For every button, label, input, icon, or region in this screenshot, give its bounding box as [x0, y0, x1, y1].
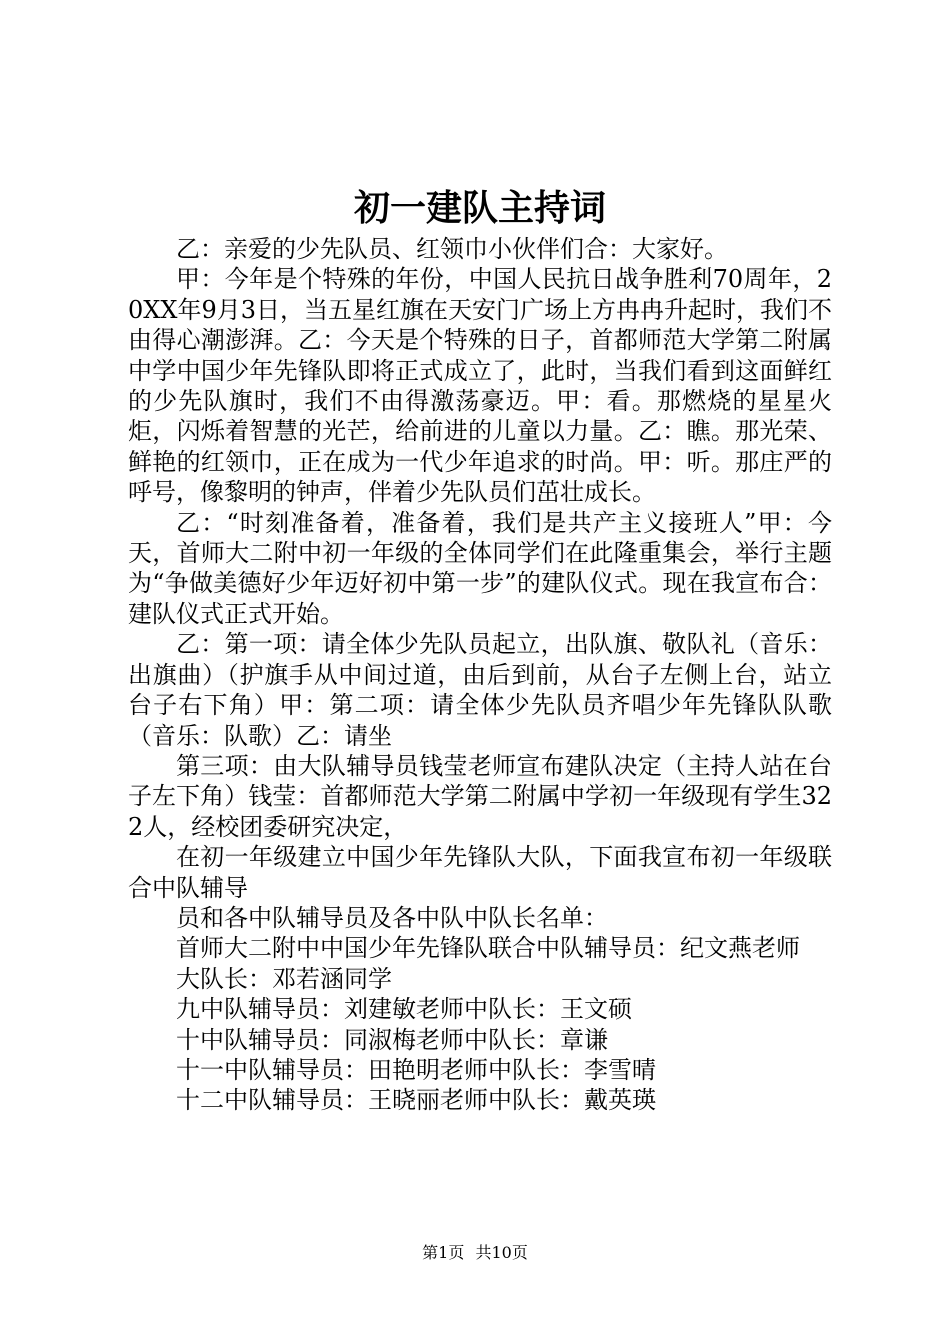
page-total: 共10页: [475, 1243, 528, 1262]
document-body: [128, 234, 832, 1116]
document-page: [128, 0, 832, 1344]
paragraph-list-intro: 员和各中队辅导员及各中队中队长名单：: [176, 903, 608, 932]
paragraph-opening: 甲：今年是个特殊的年份，中国人民抗日战争胜利70周年，20XX年9月3日，当五星红旗在天安门广场上方冉冉升起时，我们不由得心潮澎湃。乙：今天是个特殊的日子，首都师范大学第二附属中学中国少年先锋队即将正式成立了，此时，当我们看到这面鲜红的少先队旗时，我们不由得激荡豪迈。甲：看。那燃烧的星星火炬，闪烁着智慧的光芒，给前进的儿童以力量。乙：瞧。那光荣、鲜艳的红领巾，正在成为一代少年追求的时尚。甲：听。那庄严的呼号，像黎明的钟声，伴着少先队员们茁壮成长。: [128, 265, 832, 507]
paragraph-greeting: 乙：亲爱的少先队员、红领巾小伙伴们合：大家好。: [176, 235, 728, 263]
paragraph-squad-twelve: 十二中队辅导员：王晓丽老师中队长：戴英瑛: [176, 1086, 656, 1115]
paragraph-establish: 在初一年级建立中国少年先锋队大队，下面我宣布初一年级联合中队辅导: [128, 843, 832, 902]
page-footer: [0, 1243, 950, 1263]
paragraph-joint-counselor: 首师大二附中中国少年先锋队联合中队辅导员：纪文燕老师: [176, 934, 800, 963]
paragraph-squad-eleven: 十一中队辅导员：田艳明老师中队长：李雪晴: [176, 1055, 656, 1084]
page-number: 第1页: [422, 1243, 465, 1262]
paragraph-item-one-two: 乙：第一项：请全体少先队员起立，出队旗、敬队礼（音乐：出旗曲）（护旗手从中间过道，由后到前，从台子左侧上台，站立台子右下角）甲：第二项：请全体少先队员齐唱少年先锋队队歌（音乐：队歌）乙：请坐: [128, 630, 832, 750]
document-title: 初一建队主持词: [353, 187, 606, 229]
paragraph-captain: 大队长：邓若涵同学: [176, 964, 392, 993]
paragraph-squad-ten: 十中队辅导员：同淑梅老师中队长：章谦: [176, 1025, 608, 1054]
paragraph-squad-nine: 九中队辅导员：刘建敏老师中队长：王文硕: [176, 995, 632, 1024]
paragraph-item-three: 第三项：由大队辅导员钱莹老师宣布建队决定（主持人站在台子左下角）钱莹：首都师范大学第二附属中学初一年级现有学生322人，经校团委研究决定，: [128, 751, 832, 841]
paragraph-announcement: 乙：“时刻准备着，准备着，我们是共产主义接班人”甲：今天，首师大二附中初一年级的全体同学们在此隆重集会，举行主题为“争做美德好少年迈好初中第一步”的建队仪式。现在我宣布合：建队仪式正式开始。: [128, 508, 832, 628]
